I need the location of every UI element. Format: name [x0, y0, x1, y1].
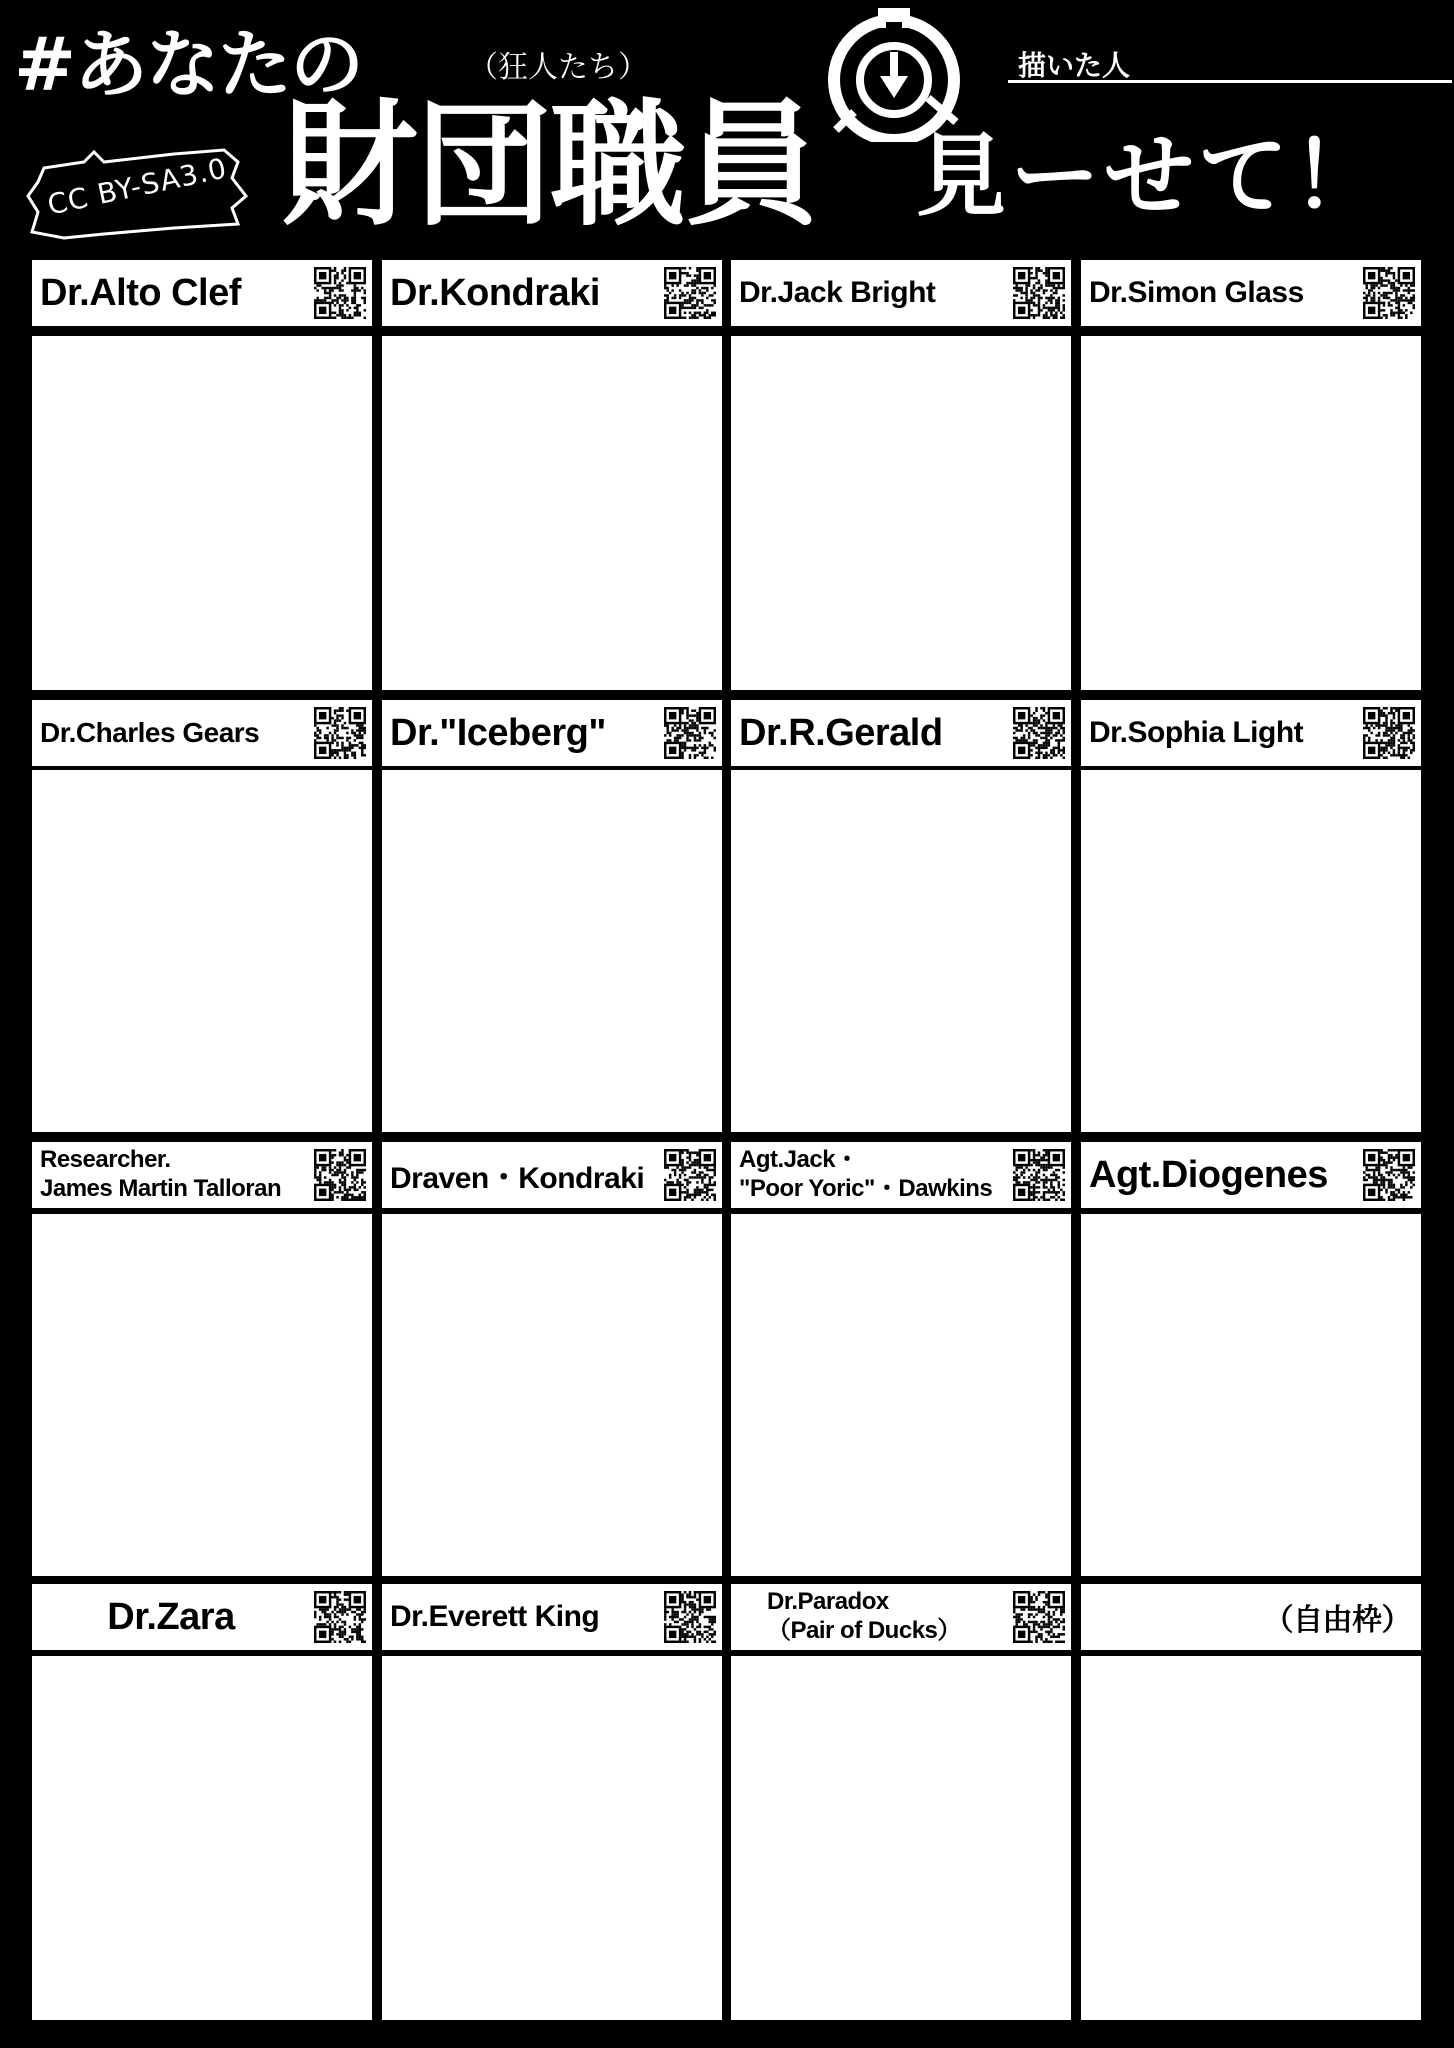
drawing-area[interactable]	[382, 1656, 722, 2020]
name-bar	[731, 260, 1071, 326]
qr-code-icon[interactable]	[1363, 707, 1415, 759]
drawing-area[interactable]	[1081, 336, 1421, 690]
name-bar	[32, 260, 372, 326]
drawing-area[interactable]	[32, 1214, 372, 1576]
character-name: Dr.Zara	[107, 1595, 235, 1638]
drawer-label: 描いた人	[1018, 49, 1131, 82]
name-bar	[1081, 1142, 1421, 1208]
qr-code-icon[interactable]	[664, 707, 716, 759]
qr-code-icon[interactable]	[1013, 267, 1065, 319]
name-bar	[731, 1142, 1071, 1208]
drawing-area[interactable]	[382, 336, 722, 690]
name-bar	[731, 700, 1071, 766]
qr-code-icon[interactable]	[664, 1591, 716, 1643]
drawing-area[interactable]	[731, 336, 1071, 690]
character-name: Dr.Charles Gears	[40, 717, 260, 748]
character-name: Draven・Kondraki	[390, 1162, 645, 1195]
drawing-area[interactable]	[382, 1214, 722, 1576]
character-name: Dr.Jack Bright	[739, 276, 936, 309]
character-name: Dr.Alto Clef	[40, 271, 241, 314]
drawing-area[interactable]	[731, 1214, 1071, 1576]
drawing-area[interactable]	[1081, 1214, 1421, 1576]
drawing-area[interactable]	[1081, 1656, 1421, 2020]
drawing-area[interactable]	[32, 770, 372, 1132]
qr-code-icon[interactable]	[314, 1591, 366, 1643]
main-title-suffix: 見ーせて！	[916, 124, 1386, 229]
qr-code-icon[interactable]	[664, 267, 716, 319]
name-bar	[382, 1584, 722, 1650]
qr-code-icon[interactable]	[314, 1149, 366, 1201]
qr-code-icon[interactable]	[1363, 267, 1415, 319]
license-badge	[24, 148, 254, 240]
hashtag-title: #あなたの	[14, 22, 363, 108]
character-name-line1: Dr.Paradox	[767, 1588, 889, 1616]
character-name-line1: Agt.Jack・	[739, 1146, 859, 1174]
character-name: Dr.Kondraki	[390, 271, 600, 314]
qr-code-icon[interactable]	[1363, 1149, 1415, 1201]
name-bar	[32, 1142, 372, 1208]
name-bar	[1081, 700, 1421, 766]
character-name	[40, 1142, 302, 1208]
character-name: （自由枠）	[1263, 1604, 1411, 1637]
character-name: Dr.Everett King	[390, 1600, 600, 1633]
name-bar	[32, 700, 372, 766]
character-name-line1: Researcher.	[40, 1146, 171, 1174]
drawing-area[interactable]	[1081, 770, 1421, 1132]
header	[0, 0, 1454, 255]
qr-code-icon[interactable]	[314, 267, 366, 319]
character-name-line2: （Pair of Ducks）	[767, 1617, 961, 1644]
character-name: Agt.Diogenes	[1089, 1153, 1328, 1196]
qr-code-icon[interactable]	[664, 1149, 716, 1201]
qr-code-icon[interactable]	[1013, 707, 1065, 759]
character-name: Dr.Simon Glass	[1089, 276, 1304, 309]
drawer-name-field[interactable]	[1008, 40, 1452, 83]
name-bar	[731, 1584, 1071, 1650]
character-name: Dr.Sophia Light	[1089, 716, 1304, 749]
character-name	[739, 1584, 1001, 1650]
name-bar	[382, 1142, 722, 1208]
name-bar	[1081, 1584, 1421, 1650]
character-name: Dr.R.Gerald	[739, 711, 943, 754]
qr-code-icon[interactable]	[314, 707, 366, 759]
qr-code-icon[interactable]	[1013, 1591, 1065, 1643]
scp-logo-icon	[806, 2, 982, 142]
character-name: Dr."Iceberg"	[390, 711, 606, 754]
name-bar	[382, 700, 722, 766]
drawing-area[interactable]	[731, 1656, 1071, 2020]
qr-code-icon[interactable]	[1013, 1149, 1065, 1201]
character-name-line2: "Poor Yoric"・Dawkins	[739, 1175, 993, 1202]
drawing-area[interactable]	[32, 1656, 372, 2020]
drawing-area[interactable]	[731, 770, 1071, 1132]
name-bar	[382, 260, 722, 326]
character-name-line2: James Martin Talloran	[40, 1175, 282, 1202]
character-name	[739, 1142, 1001, 1208]
main-title: 財団職員	[282, 87, 818, 245]
title-ruby: （狂人たち）	[468, 50, 648, 85]
drawing-area[interactable]	[382, 770, 722, 1132]
name-bar	[32, 1584, 372, 1650]
drawing-area[interactable]	[32, 336, 372, 690]
name-bar	[1081, 260, 1421, 326]
license-text: CC BY-SA3.0	[44, 151, 230, 222]
